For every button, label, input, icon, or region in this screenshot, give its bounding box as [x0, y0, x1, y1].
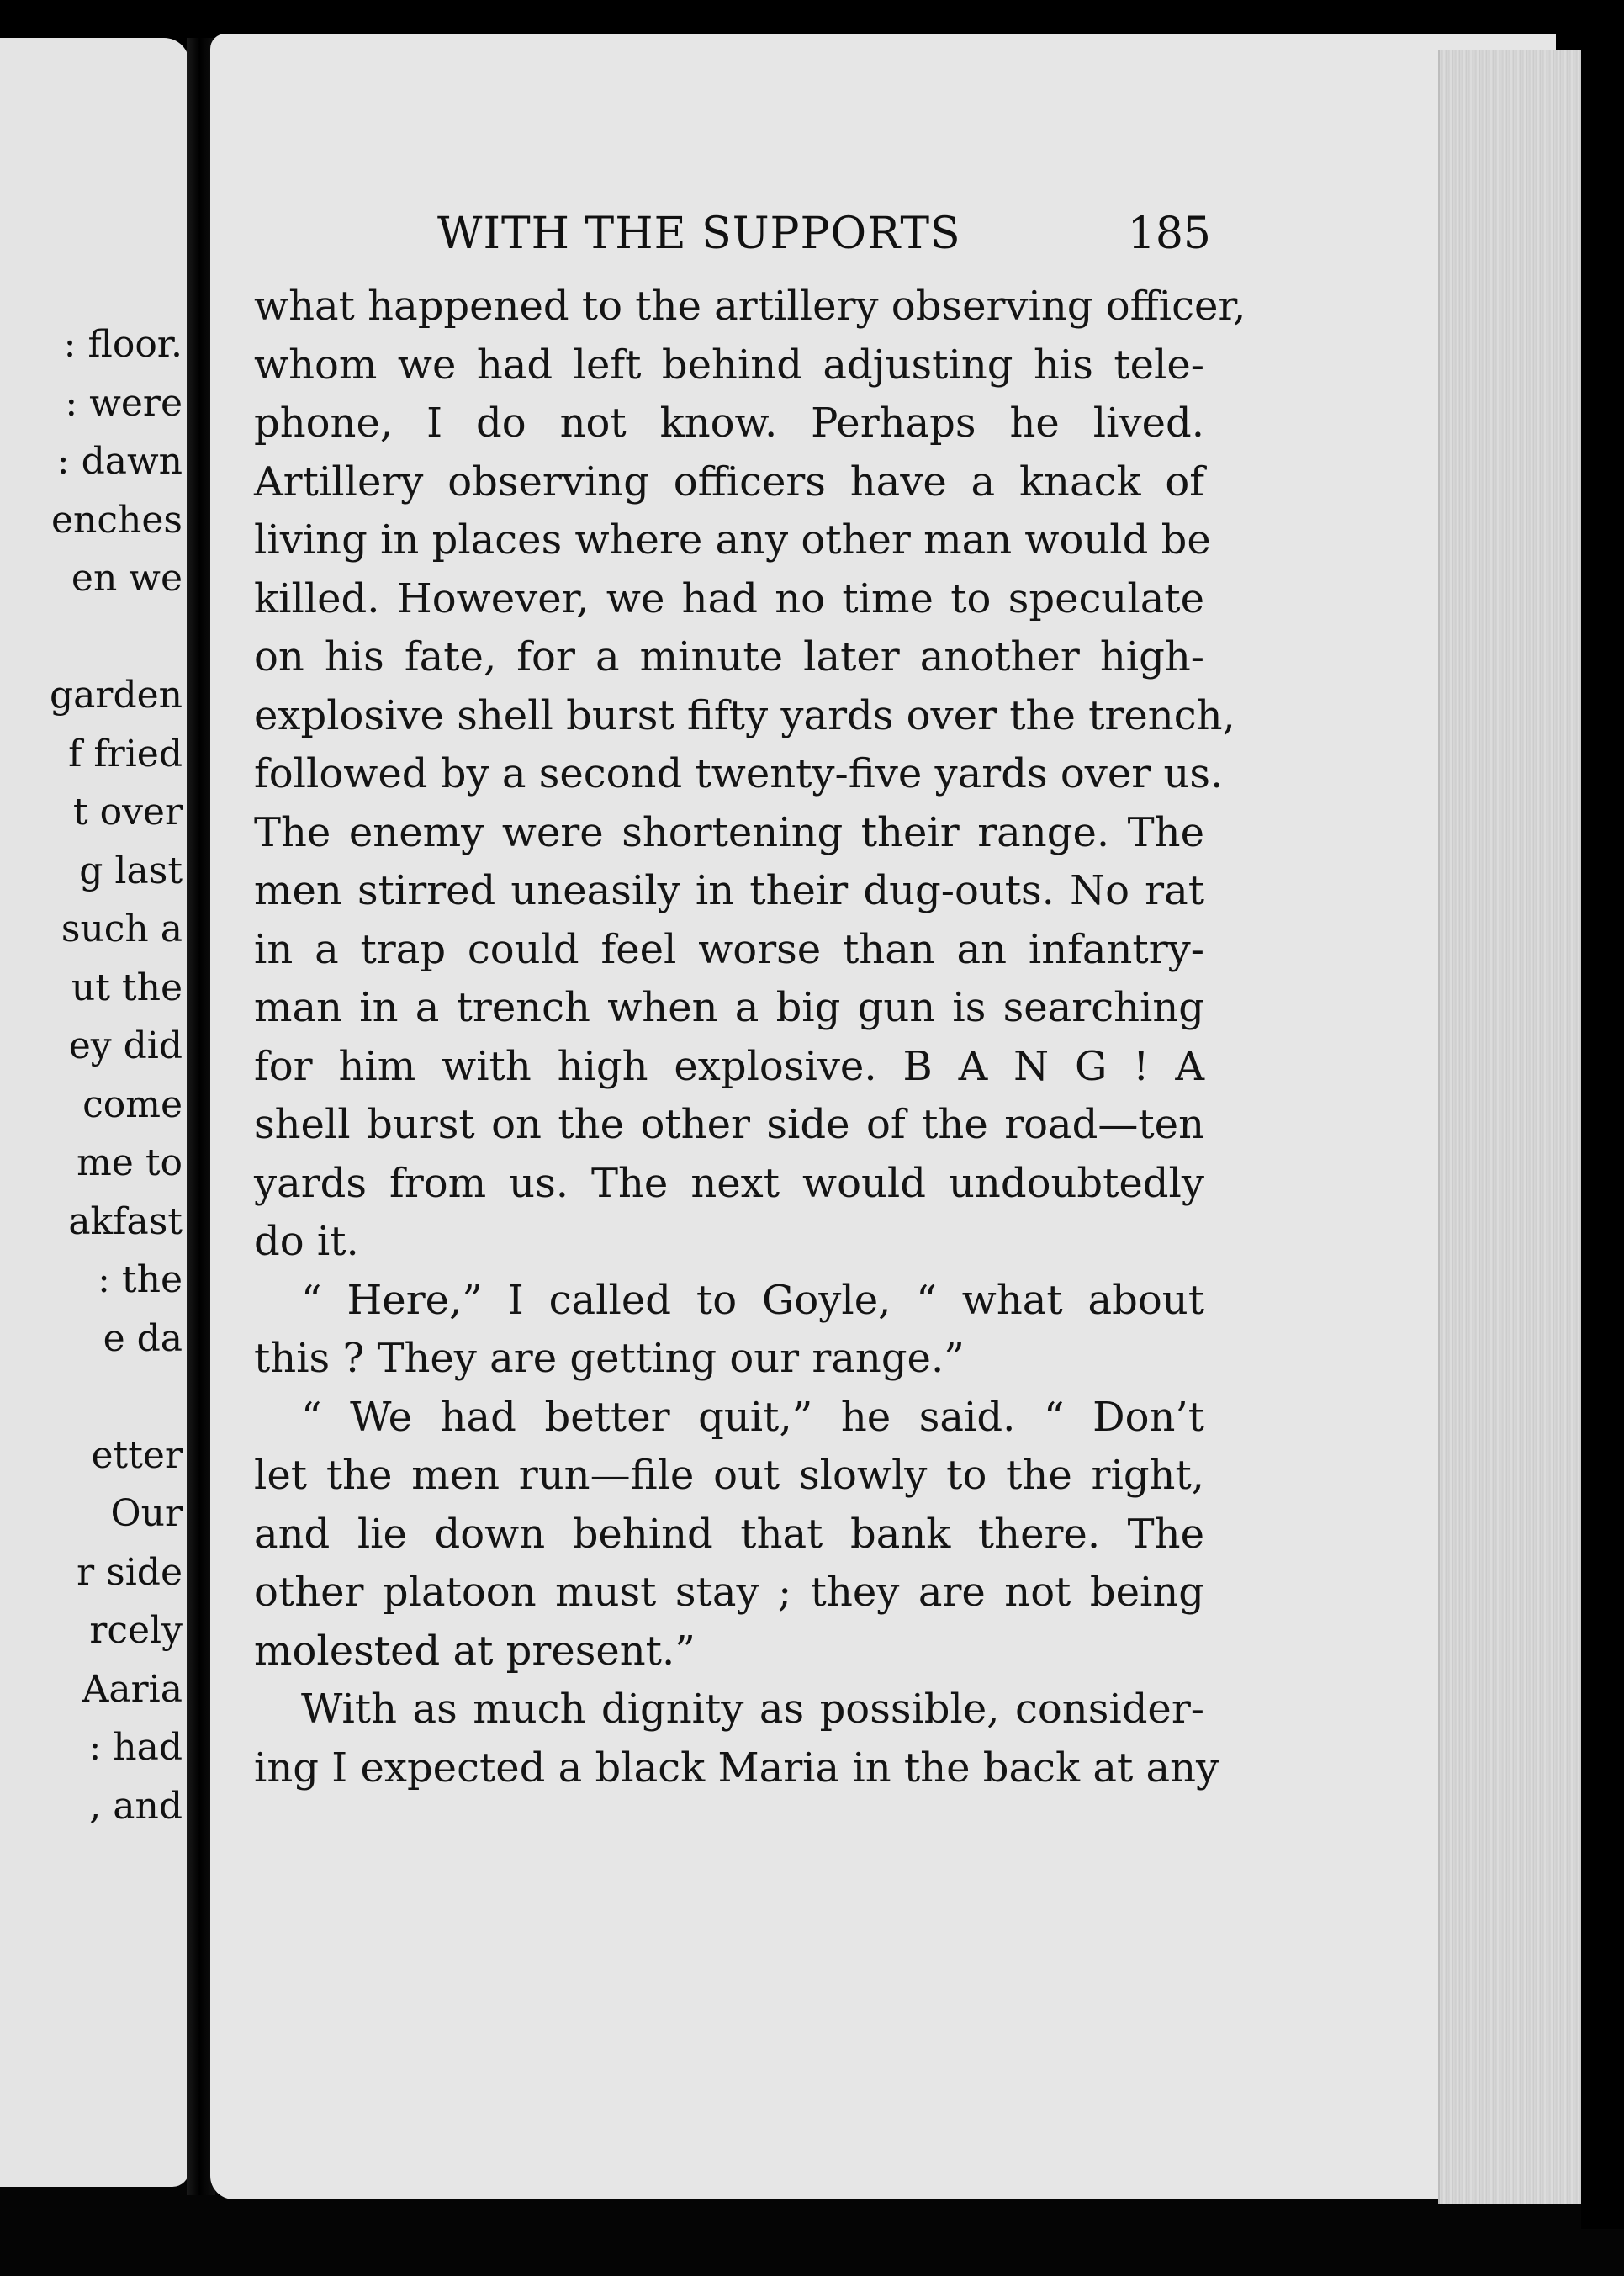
left-page-line: : were — [65, 381, 183, 425]
text-line: in a trap could feel worse than an infantry- — [254, 925, 1204, 973]
left-page-line: t over — [72, 791, 183, 834]
left-page-line: : had — [88, 1726, 183, 1769]
left-page-line: en we — [71, 557, 183, 600]
left-page-line: akfast — [68, 1199, 183, 1243]
text-line: killed. However, we had no time to speculate — [254, 574, 1204, 622]
left-page-line: : the — [98, 1258, 183, 1301]
text-line: yards from us. The next would undoubtedly — [254, 1159, 1204, 1207]
running-head: WITH THE SUPPORTS — [437, 209, 961, 259]
left-page-line: r side — [77, 1550, 183, 1594]
text-line: shell burst on the other side of the road—ten — [254, 1101, 1204, 1148]
page-number: 185 — [1127, 209, 1211, 259]
text-line: “ We had better quit,” he said. “ Don’t — [301, 1393, 1204, 1441]
body-text — [254, 278, 1246, 1797]
text-line: let the men run—file out slowly to the right, — [254, 1452, 1204, 1499]
text-line: whom we had left behind adjusting his tele- — [254, 341, 1204, 389]
text-line: ing I expected a black Maria in the back at any — [254, 1744, 1219, 1792]
left-page-line: me to — [77, 1141, 183, 1184]
text-line: molested at present.” — [254, 1627, 696, 1675]
text-line: man in a trench when a big gun is searching — [254, 984, 1204, 1031]
text-line: With as much dignity as possible, consider- — [301, 1686, 1204, 1733]
left-page-line: f fried — [68, 732, 183, 775]
text-line: Artillery observing officers have a knack of — [254, 458, 1204, 505]
text-line: what happened to the artillery observing officer, — [254, 283, 1246, 330]
left-page-line: such a — [61, 908, 183, 950]
left-page-line: : floor. — [63, 323, 183, 366]
text-line: phone, I do not know. Perhaps he lived. — [254, 400, 1204, 447]
text-line: The enemy were shortening their range. The — [254, 808, 1204, 856]
text-line: “ Here,” I called to Goyle, “ what about — [301, 1276, 1204, 1324]
text-line: followed by a second twenty-five yards over us. — [254, 750, 1224, 797]
scan-border-right — [1581, 42, 1624, 2229]
text-line: this ? They are getting our range.” — [254, 1335, 965, 1382]
left-page-line: Our — [110, 1492, 183, 1535]
text-line: living in places where any other man would be — [254, 516, 1211, 564]
text-line: other platoon must stay ; they are not being — [254, 1569, 1204, 1616]
left-page-line: , and — [89, 1784, 183, 1828]
text-line: and lie down behind that bank there. The — [254, 1510, 1204, 1558]
text-line: men stirred uneasily in their dug-outs. No rat — [254, 867, 1204, 914]
text-line: on his fate, for a minute later another high- — [254, 633, 1204, 680]
left-page-line: garden — [50, 674, 183, 717]
page-edges — [1438, 50, 1583, 2204]
left-page-line: enches — [51, 498, 183, 542]
left-page-line: rcely — [89, 1609, 183, 1652]
left-page-line: etter — [91, 1433, 183, 1477]
left-page-line: ey did — [68, 1024, 183, 1067]
text-line: for him with high explosive. B A N G ! A — [254, 1042, 1204, 1090]
text-line: do it. — [254, 1218, 359, 1265]
text-line: explosive shell burst fifty yards over the trench, — [254, 691, 1235, 739]
left-page-line: ut the — [71, 966, 183, 1009]
left-page-line: Aaria — [82, 1667, 183, 1711]
left-page-line: : dawn — [56, 440, 183, 483]
left-page — [0, 38, 189, 2187]
left-page-line: g last — [79, 849, 183, 892]
left-page-line: e da — [103, 1316, 183, 1360]
page-header — [437, 200, 1211, 267]
left-page-line: come — [82, 1082, 183, 1126]
